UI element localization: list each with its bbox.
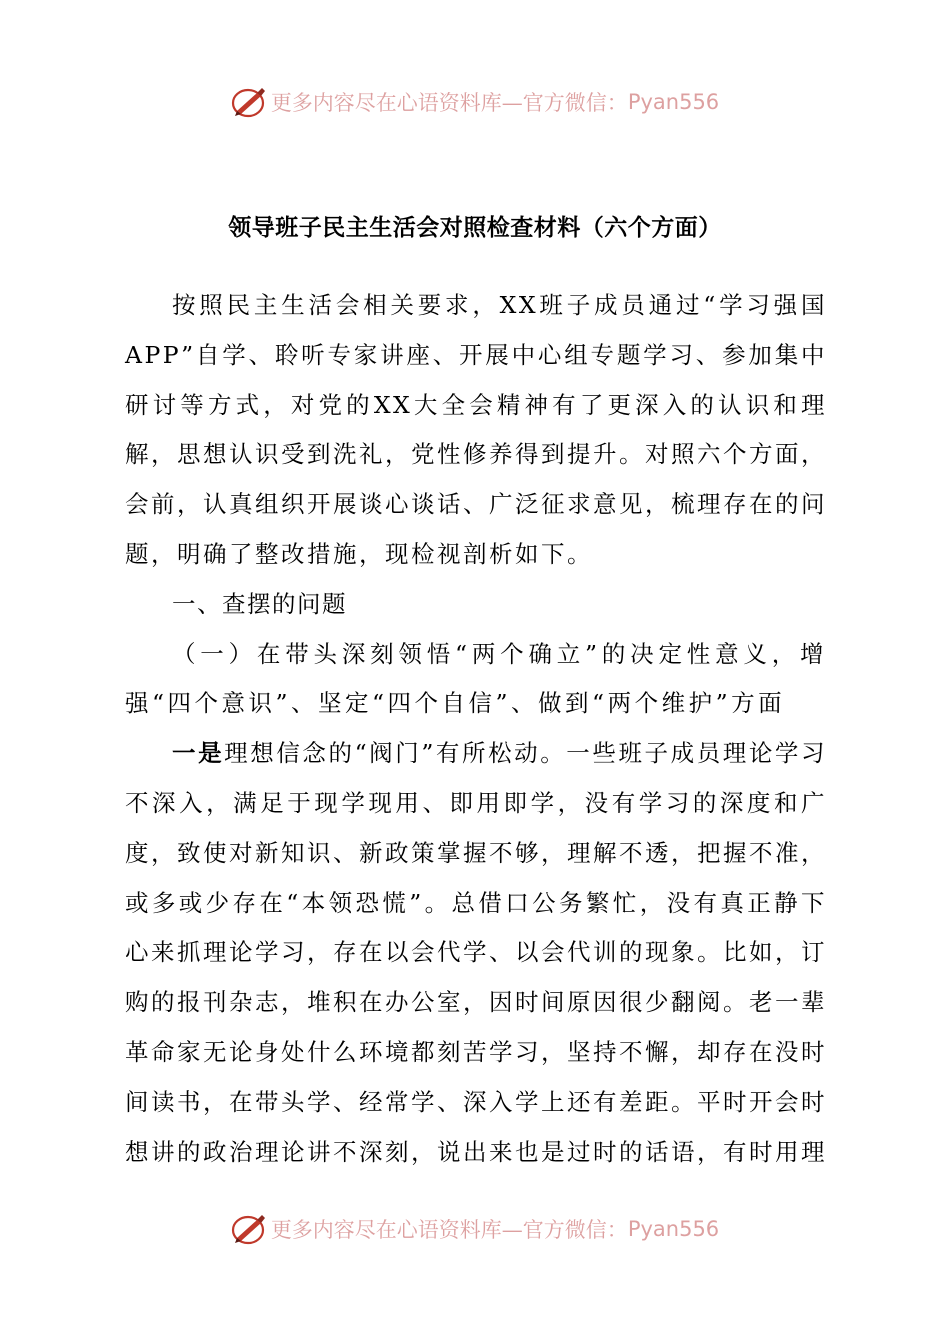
- point-lead: 一是: [172, 739, 225, 768]
- point-text: 理想信念的“阀门”有所松动。一些班子成员理论学习不深入，满足于现学现用、即用即学，没有学习的深度和广度，致使对新知识、新政策掌握不够，理解不透，把握不准，或多或少存在“本领恐慌”。总借口公务繁忙，没有真正静下心来抓理论学习，存在以会代学、以会代训的现象。比如，订购的报刊杂志，堆积在办公室，因时间原因很少翻阅。老一辈革命家无论身处什么环境都刻苦学习，坚持不懈，却存在没时间读书，在带头学、经常学、深入学上还有差距。平时开会时想讲的政治理论讲不深刻，说出来也是过时的话语，有时用理: [125, 739, 828, 1166]
- point-paragraph: [125, 729, 827, 1177]
- watermark-id: Pyan556: [627, 90, 720, 114]
- watermark-text: 更多内容尽在心语资料库—官方微信：: [270, 1218, 628, 1242]
- watermark-bottom: [0, 1209, 950, 1249]
- pen-logo-icon: [231, 85, 267, 119]
- pen-logo-icon: [231, 1212, 267, 1246]
- watermark-text: 更多内容尽在心语资料库—官方微信：: [270, 91, 628, 115]
- section-heading: 一、查摆的问题: [172, 589, 347, 618]
- subsection-heading: （一）在带头深刻领悟“两个确立”的决定性意义，增强“四个意识”、坚定“四个自信”、做到“两个维护”方面: [125, 639, 827, 718]
- watermark-top: [0, 82, 950, 122]
- document-title: 领导班子民主生活会对照检查材料（六个方面）: [228, 215, 722, 241]
- watermark-id: Pyan556: [627, 1217, 720, 1241]
- intro-paragraph: 按照民主生活会相关要求，XX班子成员通过“学习强国APP”自学、聆听专家讲座、开展中心组专题学习、参加集中研讨等方式，对党的XX大全会精神有了更深入的认识和理解，思想认识受到洗礼，党性修养得到提升。对照六个方面，会前，认真组织开展谈心谈话、广泛征求意见，梳理存在的问题，明确了整改措施，现检视剖析如下。: [125, 291, 827, 568]
- document-body: [125, 281, 827, 1177]
